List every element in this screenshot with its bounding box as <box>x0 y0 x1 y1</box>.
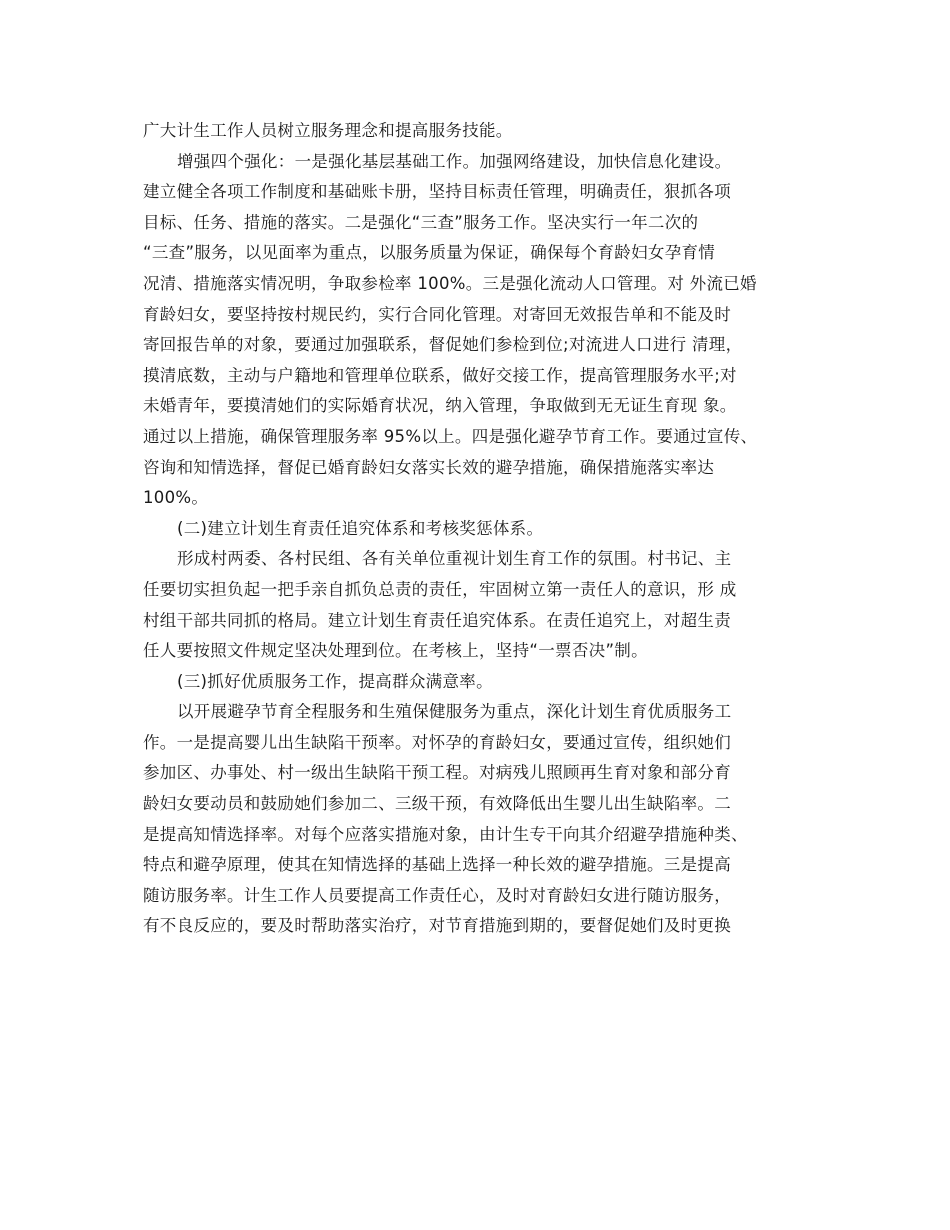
text-line: 建立健全各项工作制度和基础账卡册，坚持目标责任管理，明确责任，狠抓各项 <box>143 182 731 202</box>
text-line: “三查”服务，以见面率为重点，以服务质量为保证，确保每个育龄妇女孕育情 <box>143 243 716 263</box>
text-line: 形成村两委、各村民组、各有关单位重视计划生育工作的氛围。村书记、主 <box>177 549 732 569</box>
text-line: 村组干部共同抓的格局。建立计划生育责任追究体系。在责任追究上，对超生责 <box>143 610 731 630</box>
text-line: 育龄妇女，要坚持按村规民约，实行合同化管理。对寄回无效报告单和不能及时 <box>143 304 731 324</box>
text-line: 寄回报告单的对象，要通过加强联系，督促她们参检到位;对流进人口进行 清理， <box>143 335 743 355</box>
text-line: 特点和避孕原理，使其在知情选择的基础上选择一种长效的避孕措施。三是提高 <box>143 855 731 875</box>
text-line: (二)建立计划生育责任追究体系和考核奖惩体系。 <box>177 518 544 538</box>
text-line: 龄妇女要动员和鼓励她们参加二、三级干预，有效降低出生婴儿出生缺陷率。二 <box>143 794 731 814</box>
text-line: 增强四个强化：一是强化基层基础工作。加强网络建设，加快信息化建设。 <box>177 151 732 171</box>
text-line: 以开展避孕节育全程服务和生殖保健服务为重点，深化计划生育优质服务工 <box>177 702 732 722</box>
text-line: (三)抓好优质服务工作，提高群众满意率。 <box>177 671 493 691</box>
text-line: 目标、任务、措施的落实。二是强化“三查”服务工作。坚决实行一年二次的 <box>143 212 699 232</box>
text-line: 参加区、办事处、村一级出生缺陷干预工程。对病残儿照顾再生育对象和部分育 <box>143 763 731 783</box>
text-line: 任人要按照文件规定坚决处理到位。在考核上，坚持“一票否决”制。 <box>143 641 648 661</box>
text-line: 况清、措施落实情况明，争取参检率 100%。三是强化流动人口管理。对 外流已婚 <box>143 273 757 293</box>
text-line: 100%。 <box>143 488 209 508</box>
text-line: 任要切实担负起一把手亲自抓负总责的责任，牢固树立第一责任人的意识，形 成 <box>143 579 737 599</box>
text-line: 通过以上措施，确保管理服务率 95%以上。四是强化避孕节育工作。要通过宣传、 <box>143 426 758 446</box>
text-line: 广大计生工作人员树立服务理念和提高服务技能。 <box>143 121 513 140</box>
text-line: 作。一是提高婴儿出生缺陷干预率。对怀孕的育龄妇女，要通过宣传，组织她们 <box>143 732 731 752</box>
text-line: 随访服务率。计生工作人员要提高工作责任心，及时对育龄妇女进行随访服务， <box>143 885 731 905</box>
text-line: 是提高知情选择率。对每个应落实措施对象，由计生专干向其介绍避孕措施种类、 <box>143 824 748 844</box>
document-body <box>143 116 808 942</box>
text-line: 咨询和知情选择，督促已婚育龄妇女落实长效的避孕措施，确保措施落实率达 <box>143 457 715 477</box>
text-line: 未婚青年，要摸清她们的实际婚育状况，纳入管理，争取做到无无证生育现 象。 <box>143 396 737 416</box>
text-line: 有不良反应的，要及时帮助落实治疗，对节育措施到期的，要督促她们及时更换 <box>143 916 731 936</box>
text-line: 摸清底数，主动与户籍地和管理单位联系，做好交接工作，提高管理服务水平;对 <box>143 365 737 385</box>
